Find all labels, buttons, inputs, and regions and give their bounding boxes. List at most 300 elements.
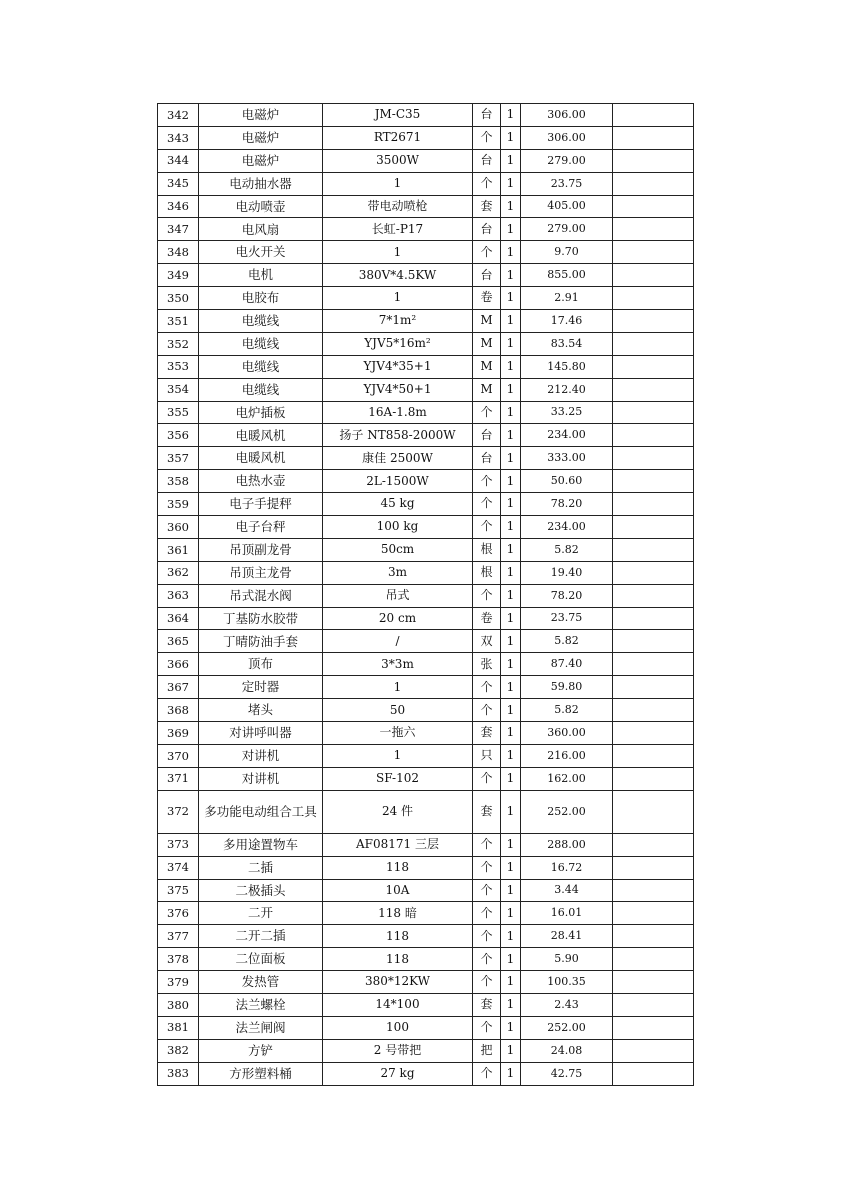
row-number: 379 [158,971,199,994]
item-spec: 2L-1500W [323,470,473,493]
item-qty: 1 [501,104,521,127]
item-note [613,948,694,971]
item-price: 234.00 [521,516,613,539]
item-note [613,264,694,287]
table-row [158,149,694,172]
item-spec: 27 kg [323,1062,473,1085]
item-unit: 个 [473,401,501,424]
item-spec: 康佳 2500W [323,447,473,470]
table-row [158,790,694,833]
item-price: 162.00 [521,767,613,790]
item-spec: 100 kg [323,516,473,539]
row-number: 344 [158,149,199,172]
item-unit: M [473,378,501,401]
item-unit: 卷 [473,287,501,310]
table-row [158,584,694,607]
item-spec: 扬子 NT858-2000W [323,424,473,447]
item-note [613,424,694,447]
item-qty: 1 [501,925,521,948]
item-qty: 1 [501,676,521,699]
item-spec: 100 [323,1016,473,1039]
item-price: 78.20 [521,584,613,607]
item-name: 电暖风机 [199,424,323,447]
item-unit: 个 [473,1062,501,1085]
item-qty: 1 [501,744,521,767]
table-row [158,971,694,994]
item-note [613,630,694,653]
row-number: 354 [158,378,199,401]
item-spec: 24 件 [323,790,473,833]
row-number: 356 [158,424,199,447]
item-qty: 1 [501,653,521,676]
row-number: 361 [158,538,199,561]
item-price: 23.75 [521,172,613,195]
item-spec: 带电动喷枪 [323,195,473,218]
item-spec: 2 号带把 [323,1039,473,1062]
item-price: 288.00 [521,833,613,856]
row-number: 380 [158,993,199,1016]
item-price: 306.00 [521,104,613,127]
row-number: 371 [158,767,199,790]
item-price: 216.00 [521,744,613,767]
item-note [613,584,694,607]
row-number: 362 [158,561,199,584]
item-name: 对讲呼叫器 [199,722,323,745]
item-qty: 1 [501,493,521,516]
item-price: 234.00 [521,424,613,447]
table-row [158,126,694,149]
item-name: 丁晴防油手套 [199,630,323,653]
item-price: 16.01 [521,902,613,925]
item-price: 42.75 [521,1062,613,1085]
item-spec: 50 [323,699,473,722]
item-spec: 380V*4.5KW [323,264,473,287]
table-row [158,767,694,790]
table-row [158,104,694,127]
table-row [158,195,694,218]
item-note [613,355,694,378]
item-qty: 1 [501,699,521,722]
item-unit: 台 [473,218,501,241]
table-row [158,287,694,310]
item-name: 电磁炉 [199,149,323,172]
item-qty: 1 [501,630,521,653]
item-qty: 1 [501,607,521,630]
item-unit: M [473,355,501,378]
item-qty: 1 [501,1062,521,1085]
item-name: 发热管 [199,971,323,994]
item-price: 16.72 [521,856,613,879]
item-note [613,722,694,745]
item-note [613,1039,694,1062]
item-qty: 1 [501,218,521,241]
item-name: 顶布 [199,653,323,676]
item-qty: 1 [501,172,521,195]
item-price: 360.00 [521,722,613,745]
table-row [158,948,694,971]
item-spec: YJV4*35+1 [323,355,473,378]
item-name: 二开二插 [199,925,323,948]
row-number: 349 [158,264,199,287]
item-note [613,401,694,424]
item-qty: 1 [501,424,521,447]
item-note [613,1016,694,1039]
item-unit: M [473,332,501,355]
table-row [158,722,694,745]
item-qty: 1 [501,1016,521,1039]
item-spec: 3*3m [323,653,473,676]
item-price: 87.40 [521,653,613,676]
row-number: 357 [158,447,199,470]
item-name: 电炉插板 [199,401,323,424]
row-number: 358 [158,470,199,493]
item-note [613,447,694,470]
item-spec: 3500W [323,149,473,172]
item-price: 83.54 [521,332,613,355]
item-unit: 个 [473,126,501,149]
item-unit: 个 [473,1016,501,1039]
item-note [613,470,694,493]
item-note [613,149,694,172]
row-number: 378 [158,948,199,971]
row-number: 346 [158,195,199,218]
item-unit: 台 [473,447,501,470]
row-number: 353 [158,355,199,378]
item-unit: 个 [473,856,501,879]
item-spec: / [323,630,473,653]
item-spec: 20 cm [323,607,473,630]
item-price: 33.25 [521,401,613,424]
item-unit: 套 [473,790,501,833]
table-row [158,561,694,584]
row-number: 377 [158,925,199,948]
item-spec: 1 [323,744,473,767]
item-name: 电缆线 [199,355,323,378]
item-price: 279.00 [521,149,613,172]
item-unit: 个 [473,470,501,493]
item-unit: 台 [473,104,501,127]
item-note [613,879,694,902]
table-row [158,355,694,378]
table-row [158,264,694,287]
item-name: 电热水壶 [199,470,323,493]
item-spec: 380*12KW [323,971,473,994]
table-row [158,699,694,722]
item-price: 3.44 [521,879,613,902]
row-number: 351 [158,310,199,333]
row-number: 367 [158,676,199,699]
item-unit: 根 [473,538,501,561]
item-price: 333.00 [521,447,613,470]
item-note [613,104,694,127]
item-price: 78.20 [521,493,613,516]
item-spec: 长虹-P17 [323,218,473,241]
item-note [613,607,694,630]
item-name: 二插 [199,856,323,879]
item-note [613,653,694,676]
item-name: 多功能电动组合工具 [199,790,323,833]
table-row [158,310,694,333]
item-spec: 1 [323,172,473,195]
item-spec: 118 暗 [323,902,473,925]
item-name: 电动抽水器 [199,172,323,195]
item-qty: 1 [501,264,521,287]
item-note [613,378,694,401]
table-row [158,401,694,424]
item-price: 2.91 [521,287,613,310]
row-number: 370 [158,744,199,767]
item-spec: 118 [323,925,473,948]
item-spec: 14*100 [323,993,473,1016]
item-unit: 卷 [473,607,501,630]
row-number: 347 [158,218,199,241]
item-qty: 1 [501,833,521,856]
item-unit: M [473,310,501,333]
item-unit: 根 [473,561,501,584]
item-note [613,1062,694,1085]
item-price: 405.00 [521,195,613,218]
item-qty: 1 [501,195,521,218]
item-name: 二开 [199,902,323,925]
row-number: 374 [158,856,199,879]
item-qty: 1 [501,538,521,561]
table-row [158,744,694,767]
table-row [158,378,694,401]
item-note [613,790,694,833]
item-qty: 1 [501,584,521,607]
table-row [158,993,694,1016]
table-row [158,241,694,264]
item-qty: 1 [501,355,521,378]
item-note [613,561,694,584]
item-name: 对讲机 [199,744,323,767]
table-row [158,1039,694,1062]
item-name: 多用途置物车 [199,833,323,856]
item-spec: 1 [323,676,473,699]
item-spec: 1 [323,287,473,310]
item-spec: 118 [323,948,473,971]
item-price: 855.00 [521,264,613,287]
item-qty: 1 [501,332,521,355]
table-row [158,630,694,653]
item-name: 电磁炉 [199,126,323,149]
item-qty: 1 [501,447,521,470]
item-qty: 1 [501,879,521,902]
row-number: 342 [158,104,199,127]
item-qty: 1 [501,241,521,264]
table-row [158,676,694,699]
item-spec: 10A [323,879,473,902]
row-number: 382 [158,1039,199,1062]
item-name: 法兰闸阀 [199,1016,323,1039]
price-table [157,103,694,1086]
item-price: 24.08 [521,1039,613,1062]
row-number: 359 [158,493,199,516]
item-note [613,195,694,218]
item-unit: 套 [473,993,501,1016]
table-row [158,172,694,195]
item-price: 17.46 [521,310,613,333]
item-name: 电子台秤 [199,516,323,539]
item-note [613,241,694,264]
item-unit: 套 [473,195,501,218]
item-note [613,699,694,722]
item-unit: 个 [473,902,501,925]
item-price: 59.80 [521,676,613,699]
item-price: 28.41 [521,925,613,948]
item-note [613,925,694,948]
table-row [158,218,694,241]
table-row [158,607,694,630]
item-name: 电胶布 [199,287,323,310]
table-row [158,653,694,676]
item-unit: 个 [473,767,501,790]
item-qty: 1 [501,767,521,790]
item-name: 电暖风机 [199,447,323,470]
item-note [613,516,694,539]
item-unit: 个 [473,241,501,264]
item-name: 电磁炉 [199,104,323,127]
item-qty: 1 [501,401,521,424]
item-name: 定时器 [199,676,323,699]
row-number: 365 [158,630,199,653]
item-price: 50.60 [521,470,613,493]
item-qty: 1 [501,993,521,1016]
item-unit: 个 [473,493,501,516]
item-unit: 台 [473,424,501,447]
item-name: 吊顶副龙骨 [199,538,323,561]
item-spec: YJV4*50+1 [323,378,473,401]
item-note [613,126,694,149]
item-unit: 只 [473,744,501,767]
item-unit: 个 [473,676,501,699]
item-unit: 张 [473,653,501,676]
item-unit: 个 [473,879,501,902]
table-row [158,856,694,879]
item-name: 丁基防水胶带 [199,607,323,630]
item-name: 电缆线 [199,378,323,401]
item-note [613,767,694,790]
row-number: 363 [158,584,199,607]
item-note [613,310,694,333]
item-name: 法兰螺栓 [199,993,323,1016]
item-unit: 个 [473,833,501,856]
item-unit: 双 [473,630,501,653]
item-note [613,493,694,516]
item-name: 电风扇 [199,218,323,241]
item-name: 堵头 [199,699,323,722]
item-spec: 一拖六 [323,722,473,745]
item-spec: 16A-1.8m [323,401,473,424]
item-spec: AF08171 三层 [323,833,473,856]
item-name: 吊式混水阀 [199,584,323,607]
item-spec: RT2671 [323,126,473,149]
item-price: 5.90 [521,948,613,971]
item-note [613,172,694,195]
item-qty: 1 [501,470,521,493]
item-price: 2.43 [521,993,613,1016]
table-row [158,447,694,470]
table-body [158,104,694,1086]
item-price: 279.00 [521,218,613,241]
row-number: 376 [158,902,199,925]
item-spec: 3m [323,561,473,584]
item-name: 方铲 [199,1039,323,1062]
item-unit: 台 [473,149,501,172]
row-number: 373 [158,833,199,856]
item-price: 100.35 [521,971,613,994]
item-name: 电动喷壶 [199,195,323,218]
item-qty: 1 [501,378,521,401]
item-unit: 个 [473,948,501,971]
item-qty: 1 [501,790,521,833]
item-qty: 1 [501,516,521,539]
item-qty: 1 [501,902,521,925]
row-number: 364 [158,607,199,630]
item-qty: 1 [501,287,521,310]
item-spec: 7*1m² [323,310,473,333]
table-row [158,1016,694,1039]
row-number: 369 [158,722,199,745]
item-note [613,993,694,1016]
item-qty: 1 [501,971,521,994]
item-price: 5.82 [521,699,613,722]
item-qty: 1 [501,310,521,333]
item-unit: 个 [473,172,501,195]
item-qty: 1 [501,856,521,879]
item-spec: 45 kg [323,493,473,516]
table-row [158,879,694,902]
item-spec: 118 [323,856,473,879]
row-number: 360 [158,516,199,539]
item-note [613,833,694,856]
row-number: 355 [158,401,199,424]
item-note [613,971,694,994]
row-number: 350 [158,287,199,310]
item-qty: 1 [501,149,521,172]
item-name: 吊顶主龙骨 [199,561,323,584]
table-row [158,925,694,948]
item-price: 306.00 [521,126,613,149]
item-qty: 1 [501,561,521,584]
item-spec: 吊式 [323,584,473,607]
item-price: 145.80 [521,355,613,378]
item-name: 电子手提秤 [199,493,323,516]
item-unit: 个 [473,925,501,948]
item-price: 252.00 [521,790,613,833]
item-spec: YJV5*16m² [323,332,473,355]
item-price: 252.00 [521,1016,613,1039]
row-number: 348 [158,241,199,264]
item-name: 方形塑料桶 [199,1062,323,1085]
item-unit: 把 [473,1039,501,1062]
item-qty: 1 [501,126,521,149]
item-price: 212.40 [521,378,613,401]
table-row [158,902,694,925]
row-number: 368 [158,699,199,722]
item-qty: 1 [501,948,521,971]
item-name: 二位面板 [199,948,323,971]
item-unit: 个 [473,584,501,607]
item-spec: SF-102 [323,767,473,790]
row-number: 383 [158,1062,199,1085]
item-unit: 套 [473,722,501,745]
item-note [613,902,694,925]
item-price: 19.40 [521,561,613,584]
item-note [613,856,694,879]
table-row [158,833,694,856]
item-spec: 50cm [323,538,473,561]
